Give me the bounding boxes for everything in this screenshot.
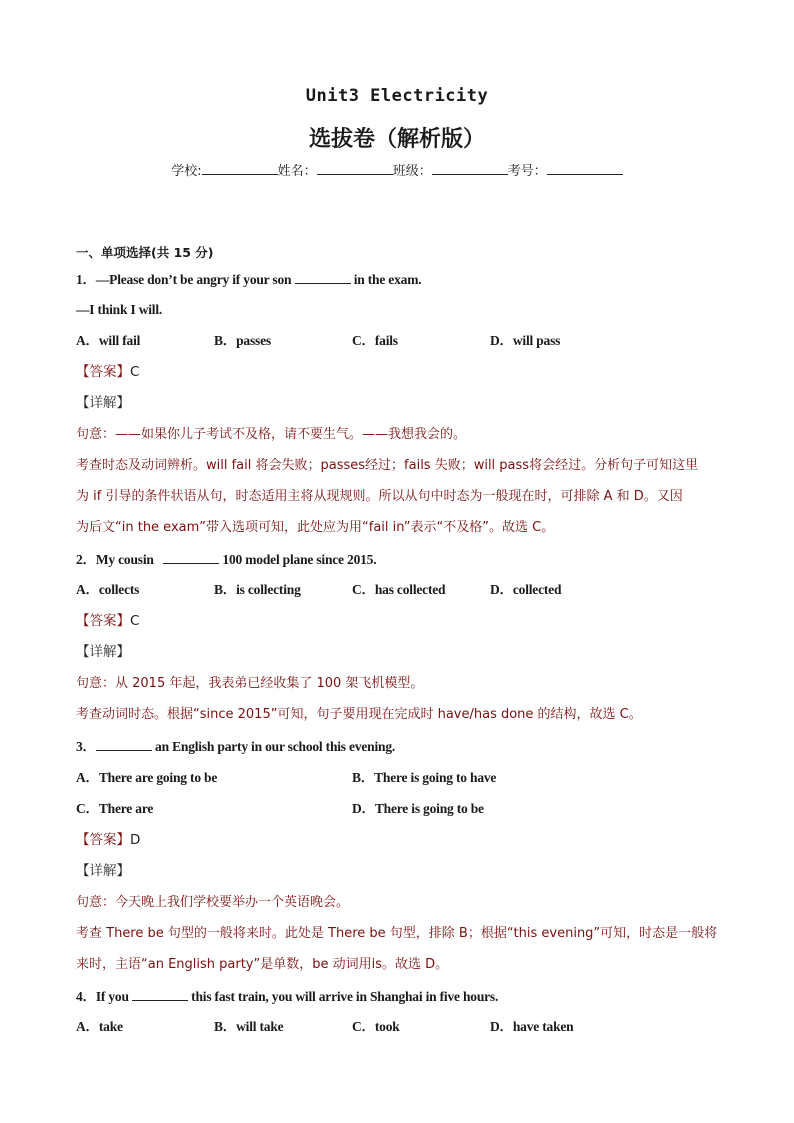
- school-label: 学校:: [171, 164, 202, 179]
- detail-label: 【详解】: [76, 644, 130, 660]
- question-text: If you: [95, 989, 129, 1004]
- question-2-stem: [76, 550, 376, 569]
- option-a: A．collects: [76, 582, 140, 597]
- sentence-meaning: 句意：从 2015 年起，我表弟已经收集了 100 架飞机模型。: [76, 676, 424, 691]
- option-b: B．There is going to have: [352, 770, 497, 785]
- question-1-reply: —I think I will.: [76, 302, 163, 317]
- option-a: A．take: [76, 1019, 123, 1034]
- section-heading: 一、单项选择(共 15 分): [76, 245, 214, 260]
- option-d: D．will pass: [490, 333, 561, 348]
- explanation-line: 考查动词时态。根据“since 2015”可知，句子要用现在完成时 have/has done 的结构，故选 C。: [76, 707, 642, 722]
- name-label: 姓名：: [277, 164, 317, 179]
- class-blank[interactable]: [432, 162, 508, 175]
- explanation-line: 为 if 引导的条件状语从句，时态适用主将从现规则。所以从句中时态为一般现在时，可排除 A 和 D。又因: [76, 489, 683, 504]
- answer-label: 【答案】: [76, 832, 130, 848]
- question-1-stem: [76, 270, 421, 289]
- explanation-line: 考查时态及动词辨析。will fail 将会失败；passes经过；fails 失败；will pass将会经过。分析句子可知这里: [76, 458, 699, 473]
- number-label: 考号：: [507, 164, 547, 179]
- explanation-line: 考查 There be 句型的一般将来时。此处是 There be 句型，排除 B；根据“this evening”可知，时态是一般将: [76, 926, 718, 941]
- sentence-meaning: 句意：——如果你儿子考试不及格，请不要生气。——我想我会的。: [76, 427, 467, 442]
- explanation-line: 为后文“in the exam”带入选项可知，此处应为用“fail in”表示“不及格”。故选 C。: [76, 520, 555, 535]
- answer-blank: [96, 737, 152, 751]
- option-a: A．There are going to be: [76, 770, 218, 785]
- document-title: Unit3 Electricity: [305, 86, 489, 106]
- answer-value: D: [130, 832, 141, 848]
- answer-line: [76, 831, 140, 849]
- detail-label: 【详解】: [76, 863, 130, 879]
- question-number: 1．: [76, 272, 96, 287]
- option-c: C．has collected: [352, 582, 446, 597]
- option-a: A．will fail: [76, 333, 141, 348]
- answer-value: C: [130, 364, 140, 380]
- answer-label: 【答案】: [76, 364, 130, 380]
- class-label: 班级：: [392, 164, 432, 179]
- answer-blank: [295, 270, 351, 284]
- answer-blank: [163, 550, 219, 564]
- question-text: My cousin: [95, 552, 154, 567]
- question-4-stem: [76, 987, 498, 1006]
- option-d: D．collected: [490, 582, 562, 597]
- question-text: —Please don’t be angry if your son: [95, 272, 292, 287]
- answer-line: [76, 363, 139, 381]
- question-number: 3．: [76, 739, 96, 754]
- student-info-line: [0, 160, 794, 179]
- question-3-stem: [76, 737, 395, 756]
- option-b: B．is collecting: [214, 582, 301, 597]
- option-b: B．will take: [214, 1019, 284, 1034]
- explanation-line: 来时，主语“an English party”是单数，be 动词用is。故选 D。: [76, 957, 449, 972]
- answer-label: 【答案】: [76, 613, 130, 629]
- name-blank[interactable]: [317, 162, 393, 175]
- answer-value: C: [130, 613, 140, 629]
- option-b: B．passes: [214, 333, 271, 348]
- option-d: D．have taken: [490, 1019, 574, 1034]
- number-blank[interactable]: [547, 162, 623, 175]
- answer-blank: [132, 987, 188, 1001]
- question-text: this fast train, you will arrive in Shanghai in five hours.: [191, 989, 499, 1004]
- question-number: 2．: [76, 552, 96, 567]
- question-text: an English party in our school this evening.: [155, 739, 396, 754]
- sentence-meaning: 句意：今天晚上我们学校要举办一个英语晚会。: [76, 895, 350, 910]
- question-number: 4．: [76, 989, 96, 1004]
- option-c: C．There are: [76, 801, 154, 816]
- option-d: D．There is going to be: [352, 801, 484, 816]
- document-subtitle: 选拔卷（解析版）: [308, 127, 485, 152]
- question-text: in the exam.: [353, 272, 422, 287]
- option-c: C．fails: [352, 333, 398, 348]
- answer-line: [76, 612, 139, 630]
- school-blank[interactable]: [202, 162, 278, 175]
- detail-label: 【详解】: [76, 395, 130, 411]
- option-c: C．took: [352, 1019, 400, 1034]
- question-text: 100 model plane since 2015.: [222, 552, 377, 567]
